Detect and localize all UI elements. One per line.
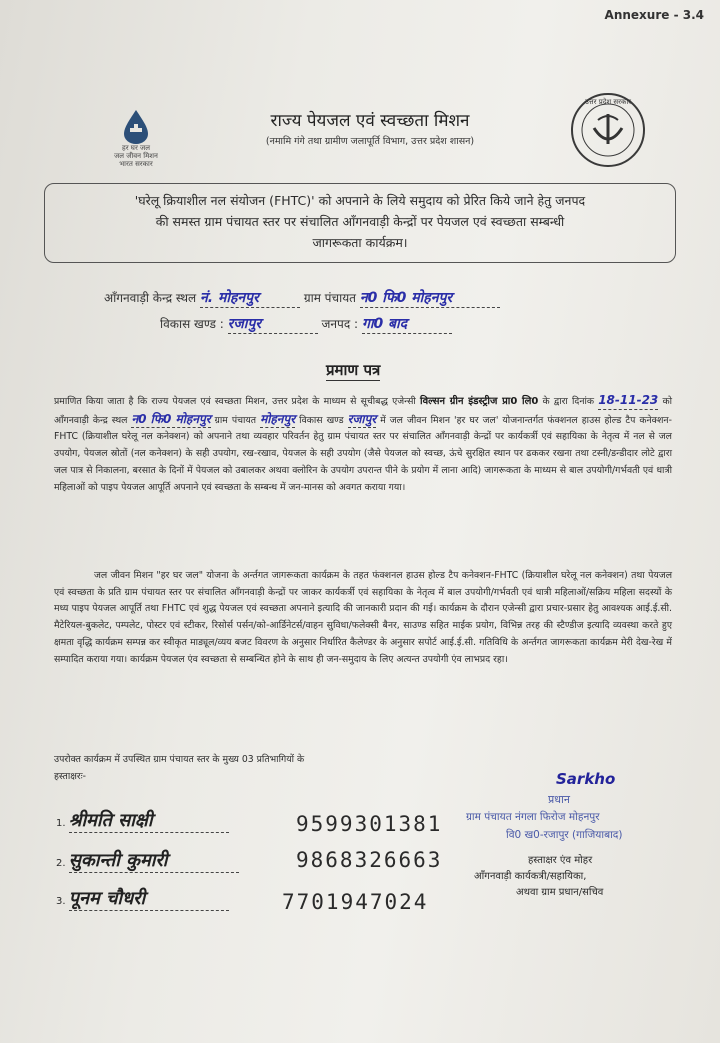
district-label: जनपद : bbox=[321, 317, 359, 331]
participant-name: पूनम चौधरी bbox=[69, 886, 229, 911]
up-government-seal bbox=[568, 90, 648, 174]
p3-text: उपरोक्त कार्यक्रम में उपस्थित ग्राम पंचायत स्तर के मुख्य 03 प्रतिभागियों के bbox=[54, 754, 305, 765]
annexure-label: Annexure - 3.4 bbox=[604, 8, 704, 22]
p2-text: जल जीवन मिशन "हर घर जल" योजना के अर्न्तगत जागरूकता कार्यक्रम के तहत फंक्शनल हाउस होल्ड टैप कनेक्शन-FHTC (क्रियाशील घरेलू नल कनेक्शन) तथा पेयजल एवं स्वच्छता के प्रति ग्राम पंचायत स्तर पर संचालित आँगनवाड़ी केन्द्रों पर जाकर कार्यकर्त्री एवं सहायिका के नेतृत्व में बाल उपयोगी/गर्भवती एवं धात्री महिलाओं/सक्रिय महिला सदस्यों के मध्य पाइप पेयजल आपूर्ति तथा FHTC एवं शुद्ध पेयजल एवं स्वच्छता अपनाने इत्यादि की जानकारी प्रदान की गई। कार्यक्रम के दौरान एजेन्सी द्वारा प्रचार-प्रसार हेतु आवश्यक आई.ई.सी. मैटेरियल-बुकलेट, पम्पलेट, पोस्टर एवं स्टीकर, रिसोर्स पर्सन/को-आर्डिनेटर्स/वाहन सुविधा/फलेक्सी बैनर, साउण्ड सहित माईक प्रयोग, विभिन्न तरह की स्टैण्डीज इत्यादि व्यवस्था करते हुए क्षमता वृद्धि कार्यक्रम सम्पन्न कर स्वीकृत माड्यूल/व्यय बजट विवरण के अनुसार निर्धारित कैलेण्डर के अनुसार सपोर्ट आई.ई.सी. गतिविधि के अर्न्तगत जागरूकता कार्यक्रम मेरी देख-रेख में सम्पादित कराया गया। कार्यक्रम पेयजल एंव स्वच्छता से सम्बन्धित होने के साथ ही जन-समुदाय के लिए अत्यन्त उपयोगी एंव लाभप्रद रहा। bbox=[54, 570, 672, 665]
water-drop-tap-icon bbox=[116, 108, 156, 144]
logo-line-1: हर घर जल bbox=[122, 144, 150, 152]
block-label: विकास खण्ड : bbox=[160, 317, 224, 331]
participant-row bbox=[56, 848, 239, 873]
participant-name: सुकान्ती कुमारी bbox=[69, 848, 239, 873]
banner-line-2: की समस्त ग्राम पंचायत स्तर पर संचालित आँगनवाड़ी केन्द्रों पर पेयजल एवं स्वच्छता सम्बन्धी bbox=[155, 214, 565, 229]
stamp-line-1: प्रधान bbox=[548, 793, 570, 806]
participant-row bbox=[56, 808, 229, 833]
p1-text-e: विकास खण्ड bbox=[299, 414, 344, 426]
seal-text: उत्तर प्रदेश सरकार bbox=[584, 98, 632, 106]
participant-phone: 9868326663 bbox=[296, 848, 443, 872]
seal-emblem-icon bbox=[568, 90, 648, 170]
district-value: गा0 बाद bbox=[362, 314, 452, 334]
panchayat-value: न0 फि0 मोहनपुर bbox=[360, 288, 500, 308]
participant-name: श्रीमति साक्षी bbox=[69, 808, 229, 833]
p1-text-b: के द्वारा दिनांक bbox=[542, 396, 595, 407]
stamp-line-2: ग्राम पंचायत नंगला फिरोज मोहनपुर bbox=[466, 811, 600, 823]
block-row bbox=[160, 314, 452, 334]
stamp-line-6: अथवा ग्राम प्रधान/सचिव bbox=[516, 887, 604, 898]
anganwadi-value: नं. मोहनपुर bbox=[200, 288, 300, 308]
participant-number: 1. bbox=[56, 818, 66, 829]
stamp-line-4: हस्ताक्षर एंव मोहर bbox=[528, 855, 593, 866]
program-site: न0 फि0 मोहनपुर bbox=[131, 411, 210, 429]
panchayat-label: ग्राम पंचायत bbox=[303, 291, 357, 305]
participant-number: 3. bbox=[56, 896, 66, 907]
mission-title: राज्य पेयजल एवं स्वच्छता मिशन bbox=[270, 111, 470, 131]
participant-number: 2. bbox=[56, 858, 66, 869]
participant-row bbox=[56, 886, 229, 911]
certificate-paragraph-1 bbox=[54, 392, 672, 496]
mission-subtitle: (नमामि गंगे तथा ग्रामीण जलापूर्ति विभाग, उत्तर प्रदेश शासन) bbox=[265, 136, 475, 147]
p3b-text: हस्ताक्षरः- bbox=[54, 770, 86, 782]
participant-phone: 7701947024 bbox=[282, 890, 429, 914]
anganwadi-label: आँगनवाड़ी केन्द्र स्थल bbox=[104, 291, 197, 305]
program-gp: मोहनपुर bbox=[260, 411, 295, 429]
stamp-line-3: वि0 ख0-रजापुर (गाजियाबाद) bbox=[506, 829, 623, 841]
banner-line-3: जागरूकता कार्यक्रम। bbox=[312, 235, 408, 250]
certificate-paragraph-2 bbox=[54, 568, 672, 668]
p1-text-d: ग्राम पंचायत bbox=[214, 414, 257, 426]
program-banner bbox=[44, 183, 676, 263]
block-value: रजापुर bbox=[228, 314, 318, 334]
certificate-title: प्रमाण पत्र bbox=[326, 361, 381, 379]
program-date: 18-11-23 bbox=[598, 392, 658, 410]
p1-text-a: प्रमाणित किया जाता है कि राज्य पेयजल एवं स्वच्छता मिशन, उत्तर प्रदेश के माध्यम से सूचीबद्ध एजेन्सी bbox=[54, 396, 416, 407]
stamp-line-5: आँगनवाड़ी कार्यकत्री/सहायिका, bbox=[474, 871, 587, 882]
banner-line-1: 'घरेलू क्रियाशील नल संयोजन (FHTC)' को अपनाने के लिये समुदाय को प्रेरित किये जाने हेतु जनपद bbox=[134, 193, 586, 208]
agency-name: विल्सन ग्रीन इंडस्ट्रीज प्रा0 लि0 bbox=[419, 396, 539, 407]
pradhan-signature: Sarkho bbox=[556, 770, 616, 788]
p1-text-f: में जल जीवन मिशन 'हर घर जल' योजनान्तर्गत फंक्शनल हाउस होल्ड टैप कनेक्शन-FHTC (क्रियाशील घरेलू नल कनेक्शन) को अपनाने तथा व्यवहार परिवर्तन हेतु ग्राम पंचायत स्तर पर संचालित आँगनवाड़ी केन्द्रों पर कार्यकर्त्री एवं सहायिका के नेतृत्व में नल से जल उपयोग, पेयजल स्रोतों (नल कनेक्शन) के सही उपयोग, रख-रखाव, पेयजल के सही उपयोग (जैसे पेयजल को स्वच्छ, ऊंचे सुरक्षित स्थान पर ढककर रखना तथा टस्नी/डन्डीदार लोटे द्वारा जल पात्र से निकालना, बरसात के दिनों में पेयजल को उबालकर अथवा क्लोरिन के उपयोग उपरान्त पीने के प्रयोग में लाना आदि) जागरूकता के माध्यम से बाल उपयोगी/गर्भवती एवं धात्री महिलाओं को पाइप पेयजल आपूर्ति अपनाने एवं स्वच्छता के सम्बन्ध में जन-मानस को अवगत कराया गया। bbox=[54, 414, 672, 493]
participant-phone: 9599301381 bbox=[296, 812, 443, 836]
program-block: रजापुर bbox=[348, 411, 377, 429]
logo-line-2: जल जीवन मिशन bbox=[114, 152, 158, 160]
anganwadi-row bbox=[104, 288, 500, 308]
p1-text-c: को आँगनवाड़ी केन्द्र स्थल bbox=[54, 396, 672, 426]
logo-line-3: भारत सरकार bbox=[119, 160, 153, 168]
har-ghar-jal-logo bbox=[106, 108, 166, 168]
